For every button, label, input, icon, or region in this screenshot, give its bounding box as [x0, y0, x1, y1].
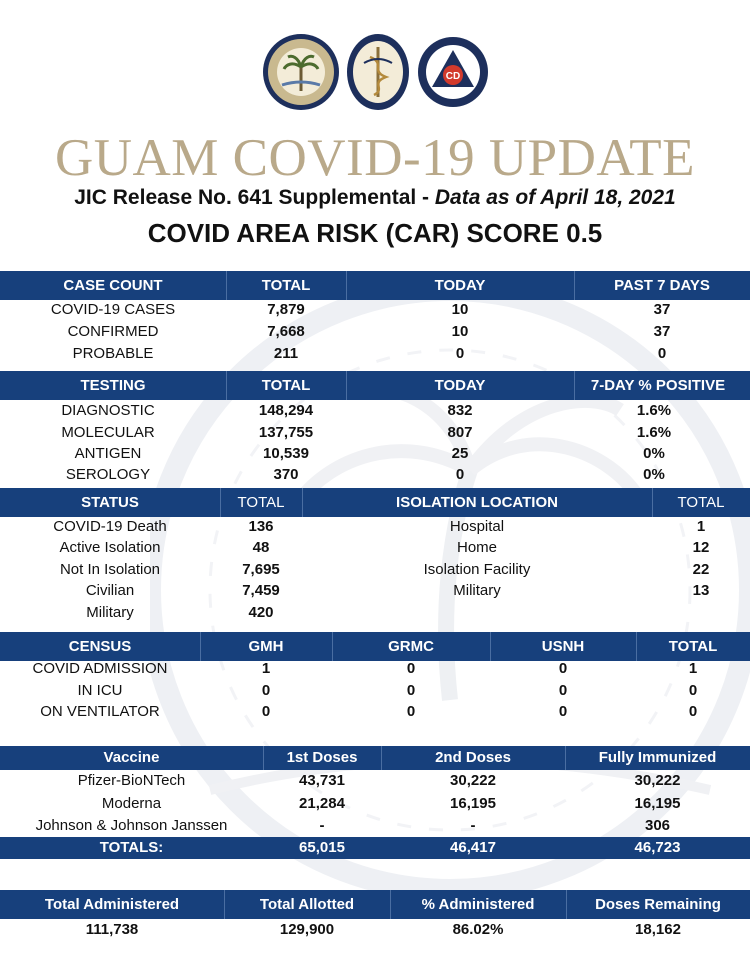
- vaccine-header: [0, 746, 750, 770]
- cell-usnh: 0: [558, 660, 568, 677]
- vaccine-totals-row: [0, 837, 750, 859]
- header-cell: Total Administered: [44, 896, 180, 913]
- table-row: [0, 793, 750, 815]
- cell-grmc: 0: [406, 682, 416, 699]
- cell-today: 807: [447, 424, 473, 441]
- row-label: Military: [86, 604, 134, 621]
- table-row: [0, 464, 750, 486]
- header-cell: CENSUS: [68, 638, 132, 655]
- percent-administered: 86.02%: [452, 921, 504, 938]
- table-row: [0, 321, 750, 343]
- governor-seal-icon: [262, 33, 340, 111]
- row-label: Moderna: [101, 795, 162, 812]
- cell-second-doses: -: [470, 817, 476, 834]
- isolation-total: 1: [696, 518, 706, 535]
- cell-gmh: 0: [261, 682, 271, 699]
- civil-defense-seal-icon: [417, 33, 489, 111]
- cell-past7: 37: [653, 323, 671, 340]
- totals-label: TOTALS:: [99, 839, 164, 856]
- row-label: MOLECULAR: [61, 424, 155, 441]
- table-row: [0, 443, 750, 465]
- isolation-location: Military: [453, 582, 501, 599]
- header-cell: USNH: [541, 638, 585, 655]
- cell-total: 148,294: [258, 402, 314, 419]
- table-row: [0, 400, 750, 422]
- cell-total: 7,459: [242, 582, 280, 599]
- header-cell: TODAY: [434, 277, 486, 294]
- total-second-doses: 46,417: [450, 839, 496, 856]
- table-row: [0, 559, 750, 581]
- isolation-location: [302, 602, 652, 624]
- cell-total: 1: [688, 660, 698, 677]
- row-label: Active Isolation: [59, 539, 161, 556]
- header-cell: TESTING: [80, 377, 146, 394]
- cell-today: 832: [447, 402, 473, 419]
- cell-past7: 37: [653, 301, 671, 318]
- header-cell: Doses Remaining: [595, 896, 721, 913]
- header-cell: STATUS: [81, 494, 139, 511]
- table-row: [0, 516, 750, 538]
- table-row: [0, 680, 750, 702]
- header-cell: ISOLATION LOCATION: [396, 494, 558, 511]
- row-label: Not In Isolation: [59, 561, 161, 578]
- cell-past7: 0: [657, 345, 667, 362]
- isolation-location: Home: [456, 539, 497, 556]
- svg-text:CD: CD: [445, 71, 461, 82]
- total-first-doses: 65,015: [299, 839, 345, 856]
- doses-remaining: 18,162: [635, 921, 681, 938]
- cell-today: 25: [451, 445, 469, 462]
- row-label: COVID-19 Death: [53, 518, 167, 535]
- total-allotted: 129,900: [279, 921, 335, 938]
- header-cell: Fully Immunized: [598, 749, 717, 766]
- cell-total: 0: [688, 682, 698, 699]
- header-cell: Vaccine: [103, 749, 160, 766]
- case-count-header: [0, 271, 750, 300]
- cell-total: 136: [248, 518, 274, 535]
- total-fully-immunized: 46,723: [634, 839, 681, 856]
- table-row: [0, 537, 750, 559]
- total-administered: 111,738: [85, 921, 139, 938]
- census-header: [0, 632, 750, 661]
- isolation-total: [652, 602, 750, 624]
- cell-usnh: 0: [558, 682, 568, 699]
- cell-total: 420: [248, 604, 274, 621]
- cell-first-doses: 43,731: [299, 772, 345, 789]
- isolation-total: 12: [692, 539, 710, 556]
- cell-second-doses: 30,222: [450, 772, 496, 789]
- administered-header: [0, 890, 750, 919]
- table-row: [0, 580, 750, 602]
- header-cell: TOTAL: [261, 377, 311, 394]
- header-cell: TODAY: [434, 377, 486, 394]
- page-title: GUAM COVID-19 UPDATE: [54, 129, 696, 187]
- cell-total: 137,755: [258, 424, 314, 441]
- header-cell: Total Allotted: [259, 896, 355, 913]
- agency-seals: [0, 33, 750, 113]
- release-line: [0, 186, 750, 210]
- data-as-of: Data as of April 18, 2021: [434, 186, 676, 209]
- row-label: DIAGNOSTIC: [61, 402, 155, 419]
- testing-header: [0, 371, 750, 400]
- row-label: PROBABLE: [72, 345, 154, 362]
- isolation-total: 22: [692, 561, 710, 578]
- status-header: [0, 488, 750, 517]
- cell-gmh: 0: [261, 703, 271, 720]
- row-label: SEROLOGY: [65, 466, 151, 483]
- cell-total: 7,879: [267, 301, 305, 318]
- isolation-location: Hospital: [449, 518, 505, 535]
- cell-positivity: 0%: [643, 445, 665, 462]
- row-label: Johnson & Johnson Janssen: [35, 817, 228, 834]
- cell-fully-immunized: 30,222: [634, 772, 681, 789]
- cell-first-doses: -: [319, 817, 325, 834]
- header-cell: TOTAL: [677, 494, 725, 511]
- cell-fully-immunized: 16,195: [634, 795, 681, 812]
- header-cell: PAST 7 DAYS: [614, 277, 710, 294]
- isolation-total: 13: [692, 582, 710, 599]
- cell-usnh: 0: [558, 703, 568, 720]
- header-cell: 2nd Doses: [435, 749, 511, 766]
- table-row: [0, 815, 750, 837]
- row-label: ANTIGEN: [74, 445, 142, 462]
- cell-total: 7,668: [267, 323, 305, 340]
- header-cell: GMH: [248, 638, 284, 655]
- table-row: [0, 770, 750, 792]
- row-label: CONFIRMED: [67, 323, 159, 340]
- cell-total: 7,695: [242, 561, 280, 578]
- header-cell: TOTAL: [237, 494, 285, 511]
- table-row: [0, 658, 750, 680]
- cell-second-doses: 16,195: [450, 795, 496, 812]
- header-cell: % Administered: [421, 896, 535, 913]
- cell-total: 211: [273, 345, 299, 362]
- header-cell: 1st Doses: [286, 749, 358, 766]
- isolation-location: Isolation Facility: [423, 561, 531, 578]
- cell-total: 48: [252, 539, 270, 556]
- cell-total: 0: [688, 703, 698, 720]
- cell-today: 0: [455, 345, 465, 362]
- cell-positivity: 1.6%: [636, 402, 672, 419]
- cell-grmc: 0: [406, 660, 416, 677]
- cell-positivity: 0%: [643, 466, 665, 483]
- table-row: [0, 602, 750, 624]
- cell-grmc: 0: [406, 703, 416, 720]
- table-row: [0, 299, 750, 321]
- cell-total: 10,539: [263, 445, 309, 462]
- cell-first-doses: 21,284: [299, 795, 345, 812]
- row-label: Pfizer-BioNTech: [77, 772, 186, 789]
- table-row: [0, 919, 750, 941]
- cell-fully-immunized: 306: [644, 817, 671, 834]
- table-row: [0, 343, 750, 365]
- release-number: JIC Release No. 641 Supplemental -: [74, 186, 435, 209]
- row-label: IN ICU: [77, 682, 123, 699]
- row-label: COVID-19 CASES: [50, 301, 176, 318]
- row-label: COVID ADMISSION: [32, 660, 168, 677]
- cell-gmh: 1: [261, 660, 271, 677]
- public-health-seal-icon: [346, 33, 410, 111]
- header-cell: CASE COUNT: [63, 277, 163, 294]
- cell-total: 370: [273, 466, 299, 483]
- header-cell: TOTAL: [668, 638, 718, 655]
- header-cell: TOTAL: [261, 277, 311, 294]
- cell-today: 10: [451, 323, 469, 340]
- table-row: [0, 701, 750, 723]
- cell-today: 0: [455, 466, 465, 483]
- table-row: [0, 422, 750, 444]
- row-label: ON VENTILATOR: [40, 703, 160, 720]
- header-cell: GRMC: [388, 638, 434, 655]
- header-cell: 7-DAY % POSITIVE: [590, 377, 726, 394]
- car-score: COVID AREA RISK (CAR) SCORE 0.5: [147, 218, 603, 248]
- cell-positivity: 1.6%: [636, 424, 672, 441]
- row-label: Civilian: [85, 582, 135, 599]
- cell-today: 10: [451, 301, 469, 318]
